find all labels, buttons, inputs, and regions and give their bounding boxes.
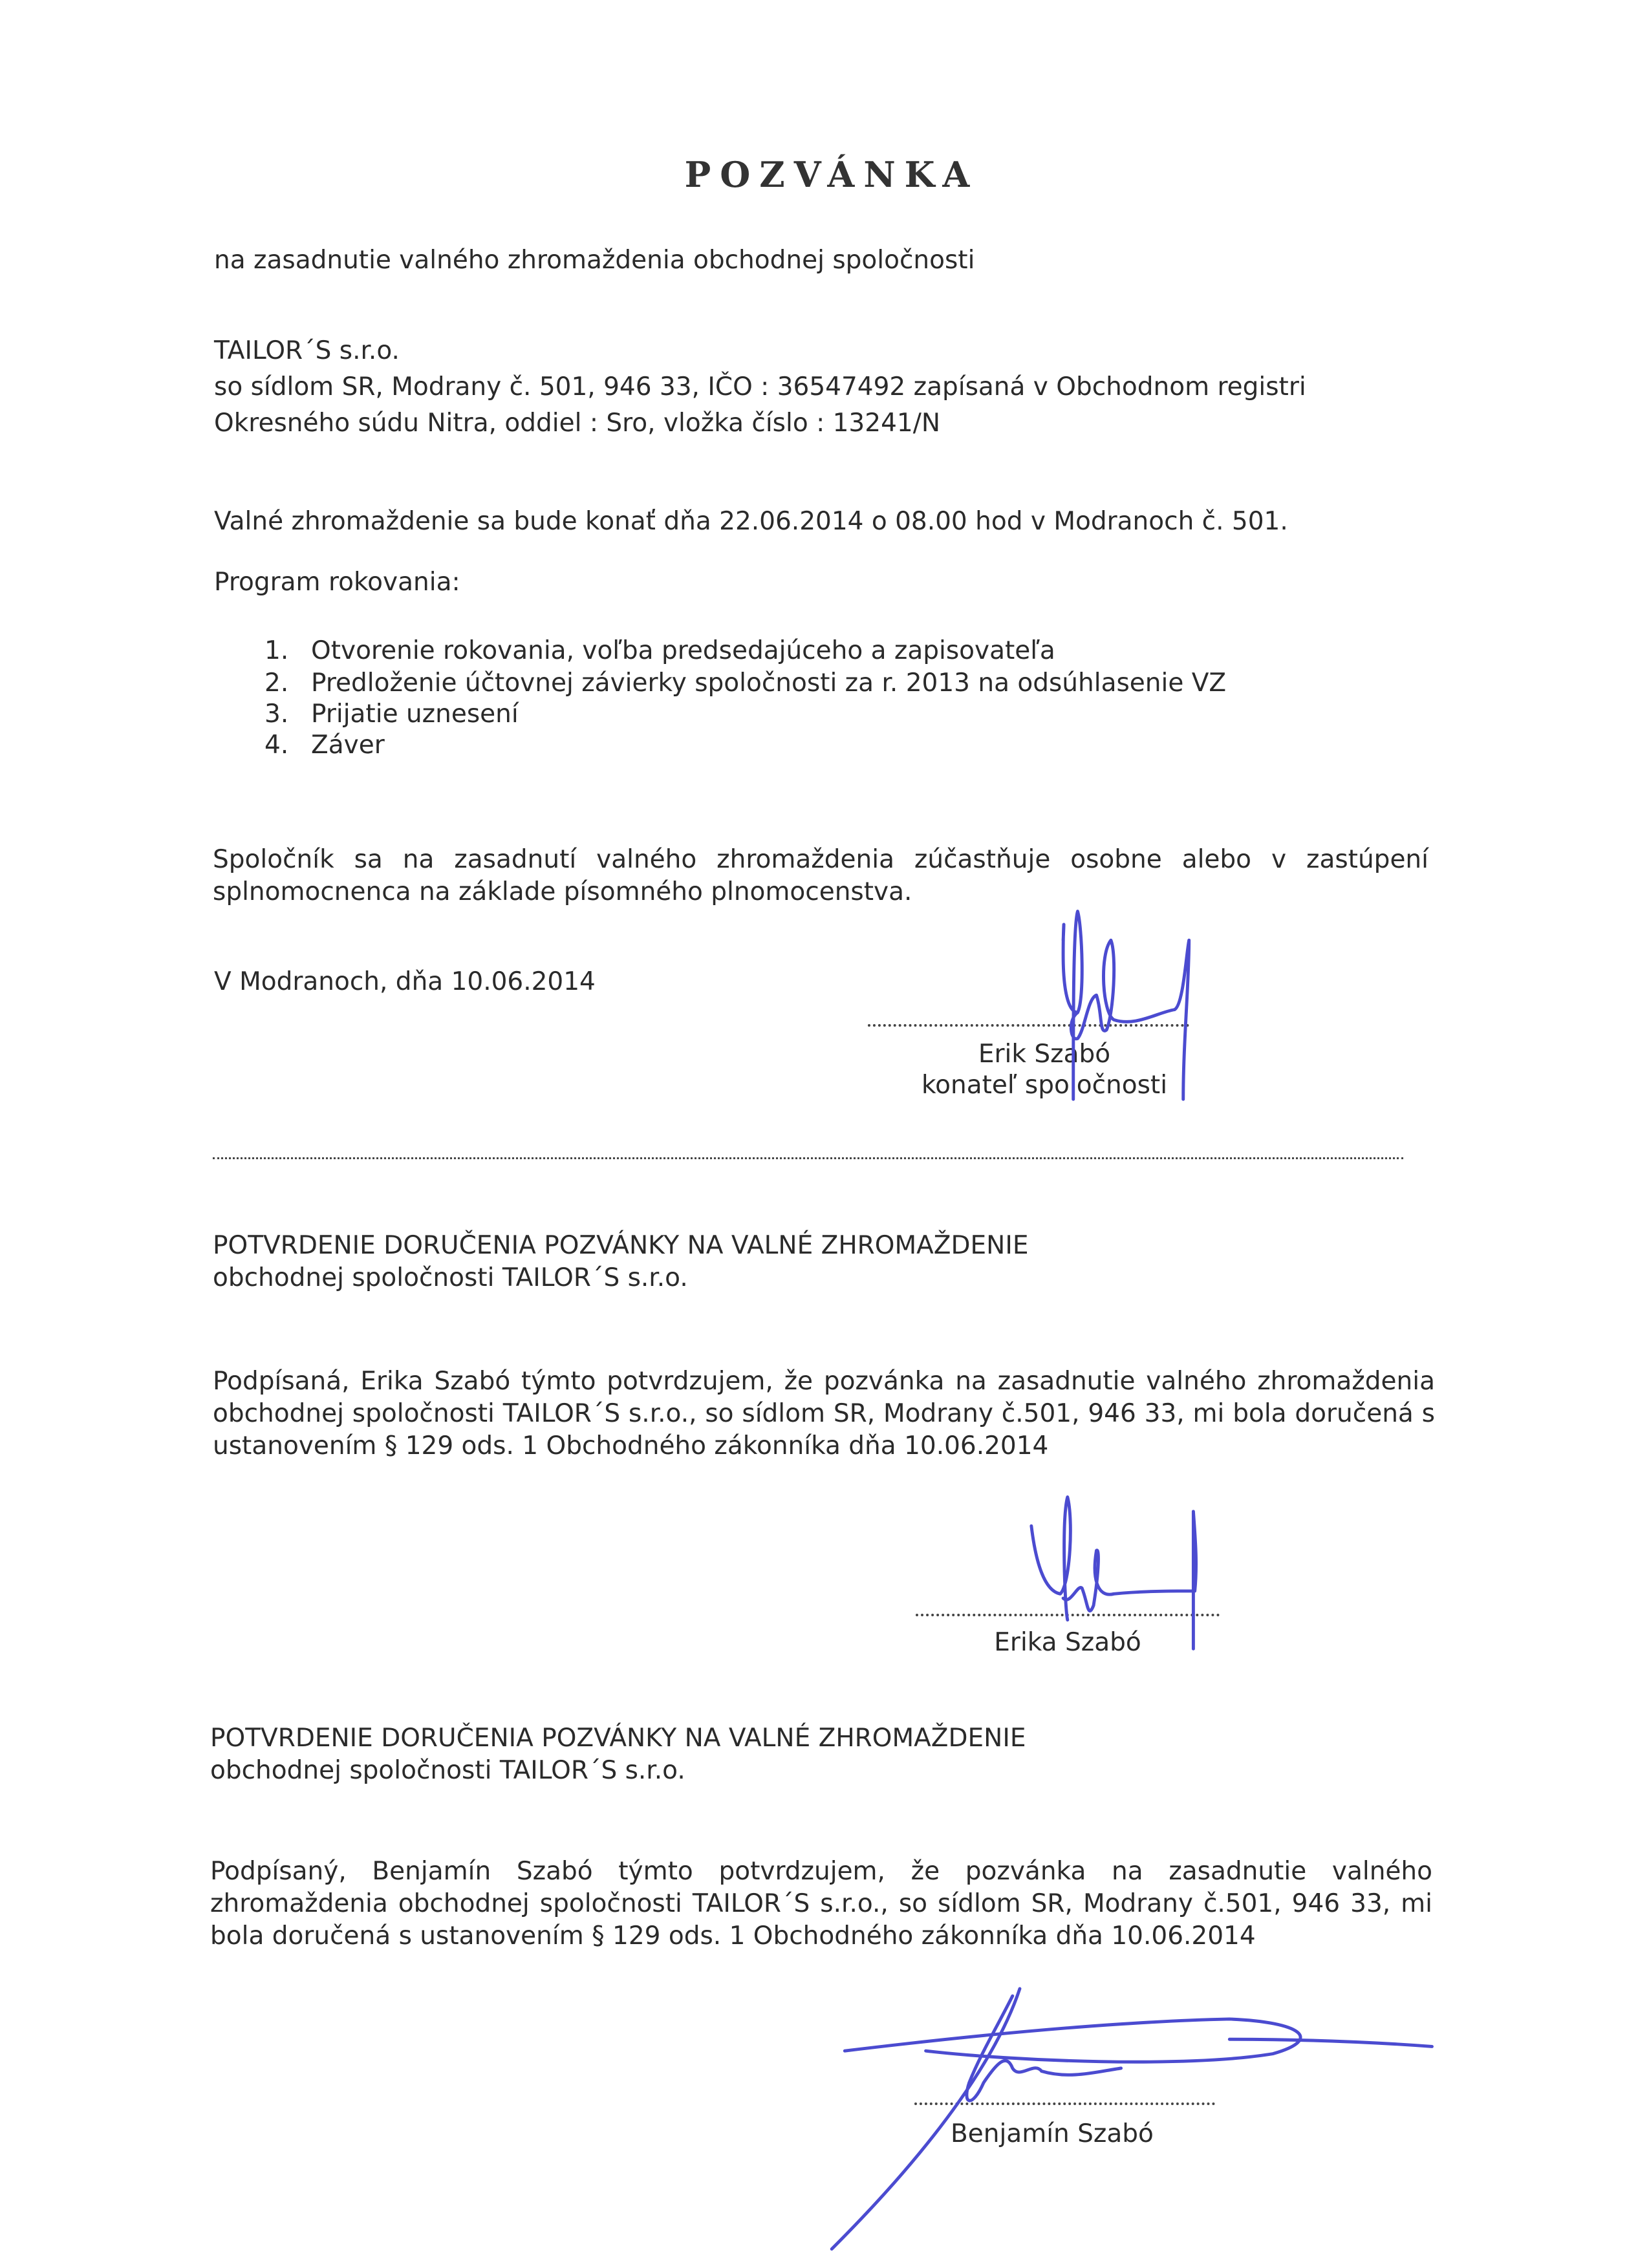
list-item: Prijatie uznesení: [311, 700, 519, 729]
confirmation-body: Podpísaný, Benjamín Szabó týmto potvrdzujem, že pozvánka na zasadnutie valného zhromaždenia obchodnej spoločnosti TAILOR´S s.r.o., so sídlom SR, Modrany č.501, 946 33, mi bola doručená s ustanovením § 129 ods. 1 Obchodného zákonníka dňa 10.06.2014: [210, 1857, 1432, 1951]
participation-paragraph: Spoločník sa na zasadnutí valného zhromaždenia zúčastňuje osobne alebo v zastúpení splnomocnenca na základe písomného plnomocenstva.: [213, 845, 1428, 906]
company-address: so sídlom SR, Modrany č. 501, 946 33, IČO : 36547492 zapísaná v Obchodnom registri: [214, 372, 1306, 401]
confirmation-heading: POTVRDENIE DORUČENIA POZVÁNKY NA VALNÉ ZHROMAŽDENIE: [213, 1231, 1029, 1260]
company-name: TAILOR´S s.r.o.: [214, 336, 400, 365]
signature-erika: [1031, 1497, 1196, 1649]
subtitle: na zasadnutie valného zhromaždenia obchodnej spoločnosti: [214, 246, 975, 275]
signatory-role: konateľ spoločnosti: [921, 1071, 1168, 1100]
confirmation-subheading: obchodnej spoločnosti TAILOR´S s.r.o.: [213, 1263, 688, 1292]
list-item-number: 3.: [264, 700, 289, 729]
confirmation-heading: POTVRDENIE DORUČENIA POZVÁNKY NA VALNÉ ZHROMAŽDENIE: [210, 1724, 1026, 1753]
place-date: V Modranoch, dňa 10.06.2014: [214, 967, 596, 996]
signature-line: [914, 2102, 1215, 2105]
program-heading: Program rokovania:: [214, 568, 460, 597]
company-register: Okresného súdu Nitra, oddiel : Sro, vložka číslo : 13241/N: [214, 409, 941, 438]
list-item: Záver: [311, 731, 385, 760]
list-item-number: 4.: [264, 731, 289, 760]
confirmation-signer-name: Erika Szabó: [994, 1628, 1141, 1657]
list-item-number: 1.: [264, 636, 289, 665]
list-item: Otvorenie rokovania, voľba predsedajúceho a zapisovateľa: [311, 636, 1055, 665]
meeting-line: Valné zhromaždenie sa bude konať dňa 22.06.2014 o 08.00 hod v Modranoch č. 501.: [214, 507, 1288, 536]
confirmation-body: Podpísaná, Erika Szabó týmto potvrdzujem, že pozvánka na zasadnutie valného zhromaždenia obchodnej spoločnosti TAILOR´S s.r.o., so sídlom SR, Modrany č.501, 946 33, mi bola doručená s ustanovením § 129 ods. 1 Obchodného zákonníka dňa 10.06.2014: [213, 1367, 1435, 1460]
signature-line: [916, 1614, 1220, 1616]
confirmation-subheading: obchodnej spoločnosti TAILOR´S s.r.o.: [210, 1756, 685, 1785]
list-item: Predloženie účtovnej závierky spoločnosti za r. 2013 na odsúhlasenie VZ: [311, 669, 1227, 698]
list-item-number: 2.: [264, 669, 289, 698]
signatory-name: Erik Szabó: [978, 1040, 1111, 1069]
signature-line: [868, 1024, 1189, 1027]
confirmation-signer-name: Benjamín Szabó: [951, 2119, 1154, 2148]
section-divider: [213, 1157, 1403, 1159]
document-title: POZVÁNKA: [684, 154, 979, 195]
